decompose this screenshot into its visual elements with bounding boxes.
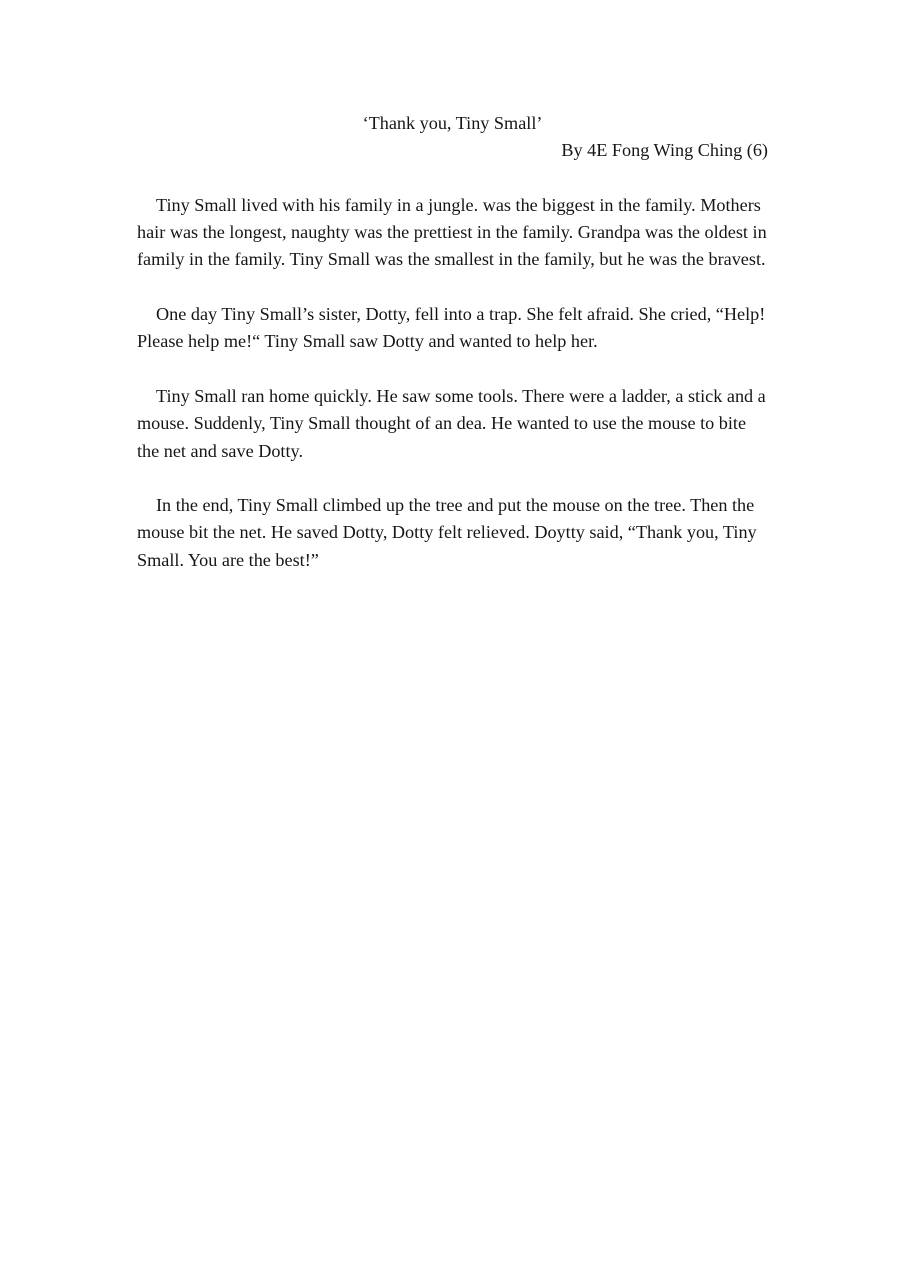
paragraph-dotty-trap: One day Tiny Small’s sister, Dotty, fell into a trap. She felt afraid. She cried, “Help! Please help me!“ Tiny Small saw Dotty and wanted to help her.: [137, 304, 766, 352]
paragraph-family-intro: Tiny Small lived with his family in a jungle. was the biggest in the family. Mothers hair was the longest, naughty was the prettiest in the family. Grandpa was the oldest in family in the family. Tiny Small was the smallest in the family, but he was the bravest.: [137, 194, 767, 270]
document-title: ‘Thank you, Tiny Small’: [362, 113, 543, 133]
paragraph-tools-idea: Tiny Small ran home quickly. He saw some tools. There were a ladder, a stick and a mouse. Suddenly, Tiny Small thought of an dea. He wanted to use the mouse to bite the net and save Dotty.: [137, 385, 766, 461]
paragraph-ending: In the end, Tiny Small climbed up the tree and put the mouse on the tree. Then the mouse bit the net. He saved Dotty, Dotty felt relieved. Doytty said, “Thank you, Tiny Small. You are the best!”: [137, 495, 757, 570]
document-byline: By 4E Fong Wing Ching (6): [561, 140, 768, 161]
document-content: [137, 110, 768, 574]
